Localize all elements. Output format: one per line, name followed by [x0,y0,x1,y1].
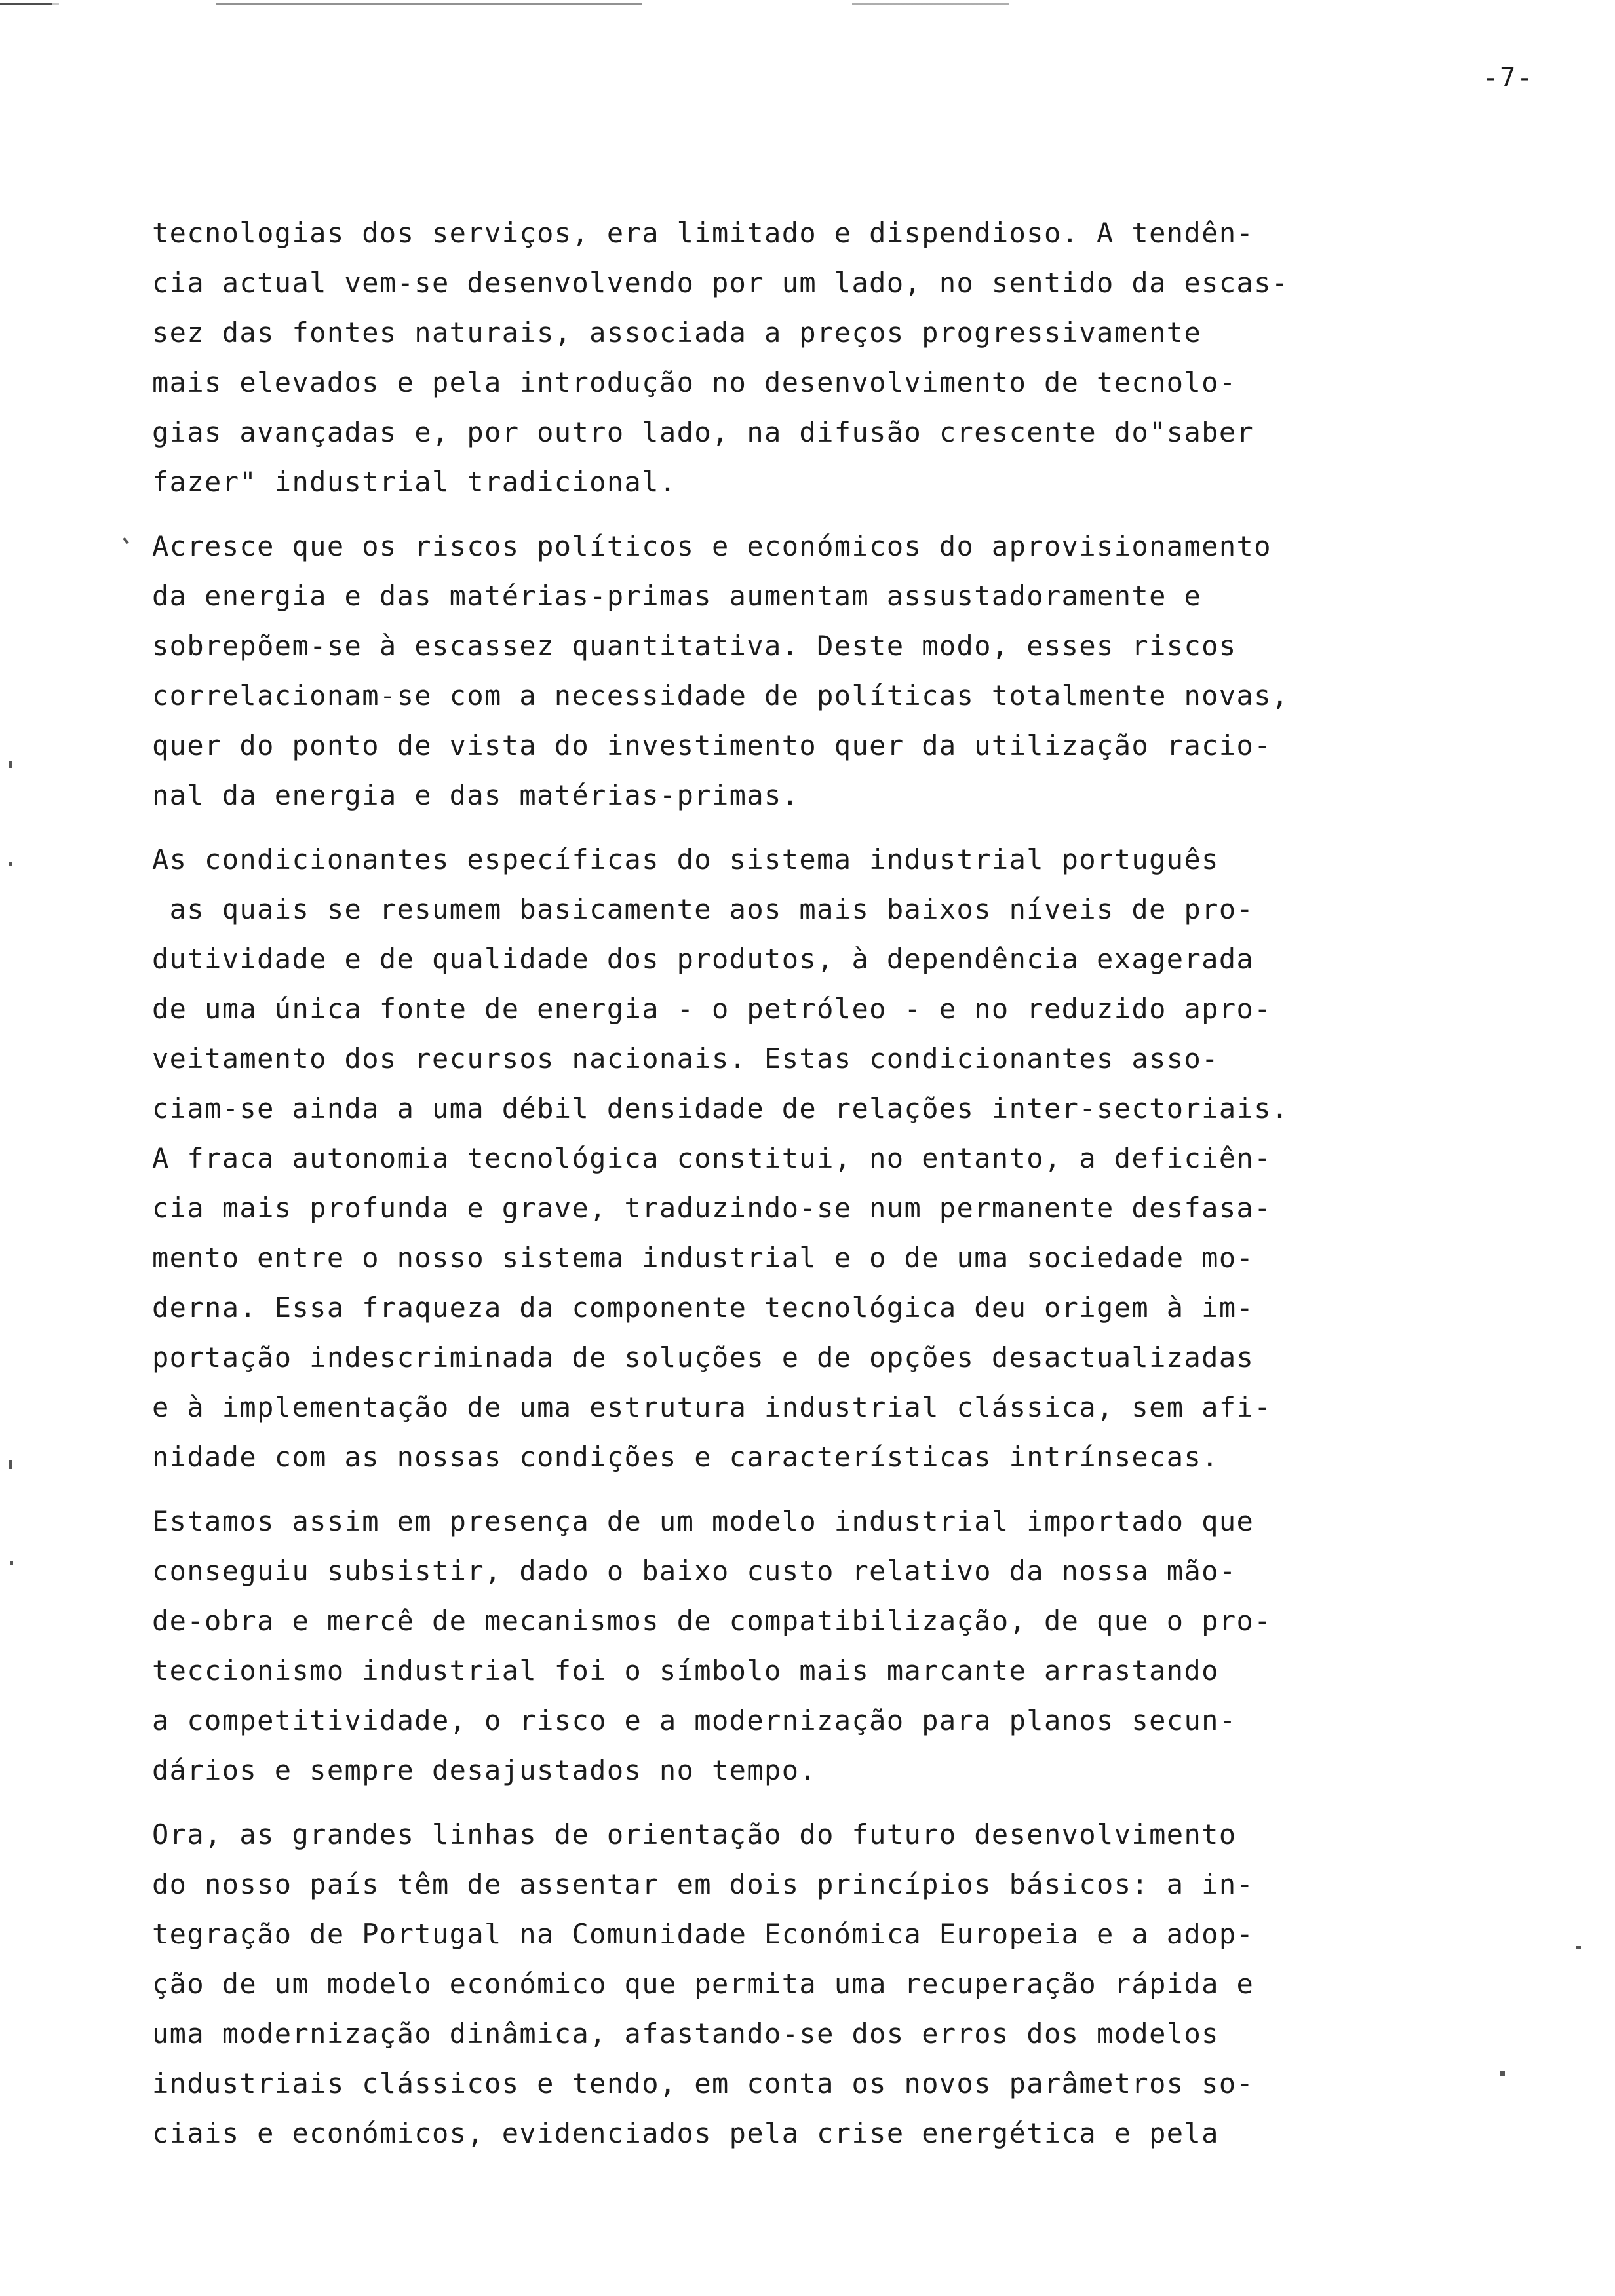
text-line: as quais se resumem basicamente aos mais baixos níveis de pro- [152,893,1255,925]
text-line: portação indescriminada de soluções e de opções desactualizadas [152,1341,1255,1373]
paragraph-5 [152,1810,1463,2158]
text-line: correlacionam-se com a necessidade de políticas totalmente novas, [152,679,1289,712]
text-line: dários e sempre desajustados no tempo. [152,1754,817,1786]
text-line: da energia e das matérias-primas aumentam assustadoramente e [152,580,1202,612]
text-line: mento entre o nosso sistema industrial e o de uma sociedade mo- [152,1242,1255,1274]
text-line: quer do ponto de vista do investimento quer da utilização racio- [152,729,1272,761]
page-number: -7- [1483,63,1534,93]
text-line: conseguiu subsistir, dado o baixo custo relativo da nossa mão- [152,1555,1237,1587]
text-line: cia mais profunda e grave, traduzindo-se num permanente desfasa- [152,1192,1272,1224]
scan-speck [123,537,128,544]
text-line: Estamos assim em presença de um modelo industrial importado que [152,1505,1255,1537]
text-line: gias avançadas e, por outro lado, na difusão crescente do"saber [152,416,1255,448]
text-line: tegração de Portugal na Comunidade Económica Europeia e a adop- [152,1918,1255,1950]
body-text [152,208,1463,2173]
text-line: do nosso país têm de assentar em dois princípios básicos: a in- [152,1868,1255,1900]
text-line: industriais clássicos e tendo, em conta os novos parâmetros so- [152,2067,1255,2099]
text-line: dutividade e de qualidade dos produtos, à dependência exagerada [152,943,1255,975]
scan-speck [1576,1946,1581,1949]
text-line: nal da energia e das matérias-primas. [152,779,800,811]
text-line: A fraca autonomia tecnológica constitui, no entanto, a deficiên- [152,1142,1272,1174]
text-line: veitamento dos recursos nacionais. Estas condicionantes asso- [152,1043,1219,1075]
text-line: de uma única fonte de energia - o petróleo - e no reduzido apro- [152,993,1272,1025]
text-line: derna. Essa fraqueza da componente tecnológica deu origem à im- [152,1292,1255,1324]
text-line: tecnologias dos serviços, era limitado e dispendioso. A tendên- [152,217,1255,249]
text-line: ciais e económicos, evidenciados pela crise energética e pela [152,2117,1219,2149]
text-line: As condicionantes específicas do sistema industrial português [152,843,1219,875]
text-line: ção de um modelo económico que permita uma recuperação rápida e [152,1968,1255,2000]
text-line: fazer" industrial tradicional. [152,466,677,498]
text-line: mais elevados e pela introdução no desenvolvimento de tecnolo- [152,366,1237,398]
text-line: Ora, as grandes linhas de orientação do futuro desenvolvimento [152,1818,1237,1850]
scan-top-edge-rule [0,3,1009,5]
scan-speck [10,1561,13,1565]
text-line: ciam-se ainda a uma débil densidade de relações inter-sectoriais. [152,1092,1289,1124]
text-line: sobrepõem-se à escassez quantitativa. Deste modo, esses riscos [152,630,1237,662]
scan-speck [9,761,12,768]
text-line: e à implementação de uma estrutura industrial clássica, sem afi- [152,1391,1272,1423]
scan-speck [9,862,12,866]
paragraph-2 [152,522,1463,820]
text-line: sez das fontes naturais, associada a preços progressivamente [152,316,1202,349]
text-line: Acresce que os riscos políticos e económicos do aprovisionamento [152,530,1272,562]
text-line: nidade com as nossas condições e características intrínsecas. [152,1441,1219,1473]
paragraph-4 [152,1497,1463,1795]
paragraph-1 [152,208,1463,507]
scan-speck [1500,2071,1505,2076]
text-line: de-obra e mercê de mecanismos de compatibilização, de que o pro- [152,1605,1272,1637]
text-line: uma modernização dinâmica, afastando-se dos erros dos modelos [152,2018,1219,2050]
text-line: cia actual vem-se desenvolvendo por um lado, no sentido da escas- [152,267,1289,299]
text-line: teccionismo industrial foi o símbolo mais marcante arrastando [152,1655,1219,1687]
paragraph-3 [152,835,1463,1482]
text-line: a competitividade, o risco e a modernização para planos secun- [152,1704,1237,1736]
scan-speck [9,1460,12,1469]
